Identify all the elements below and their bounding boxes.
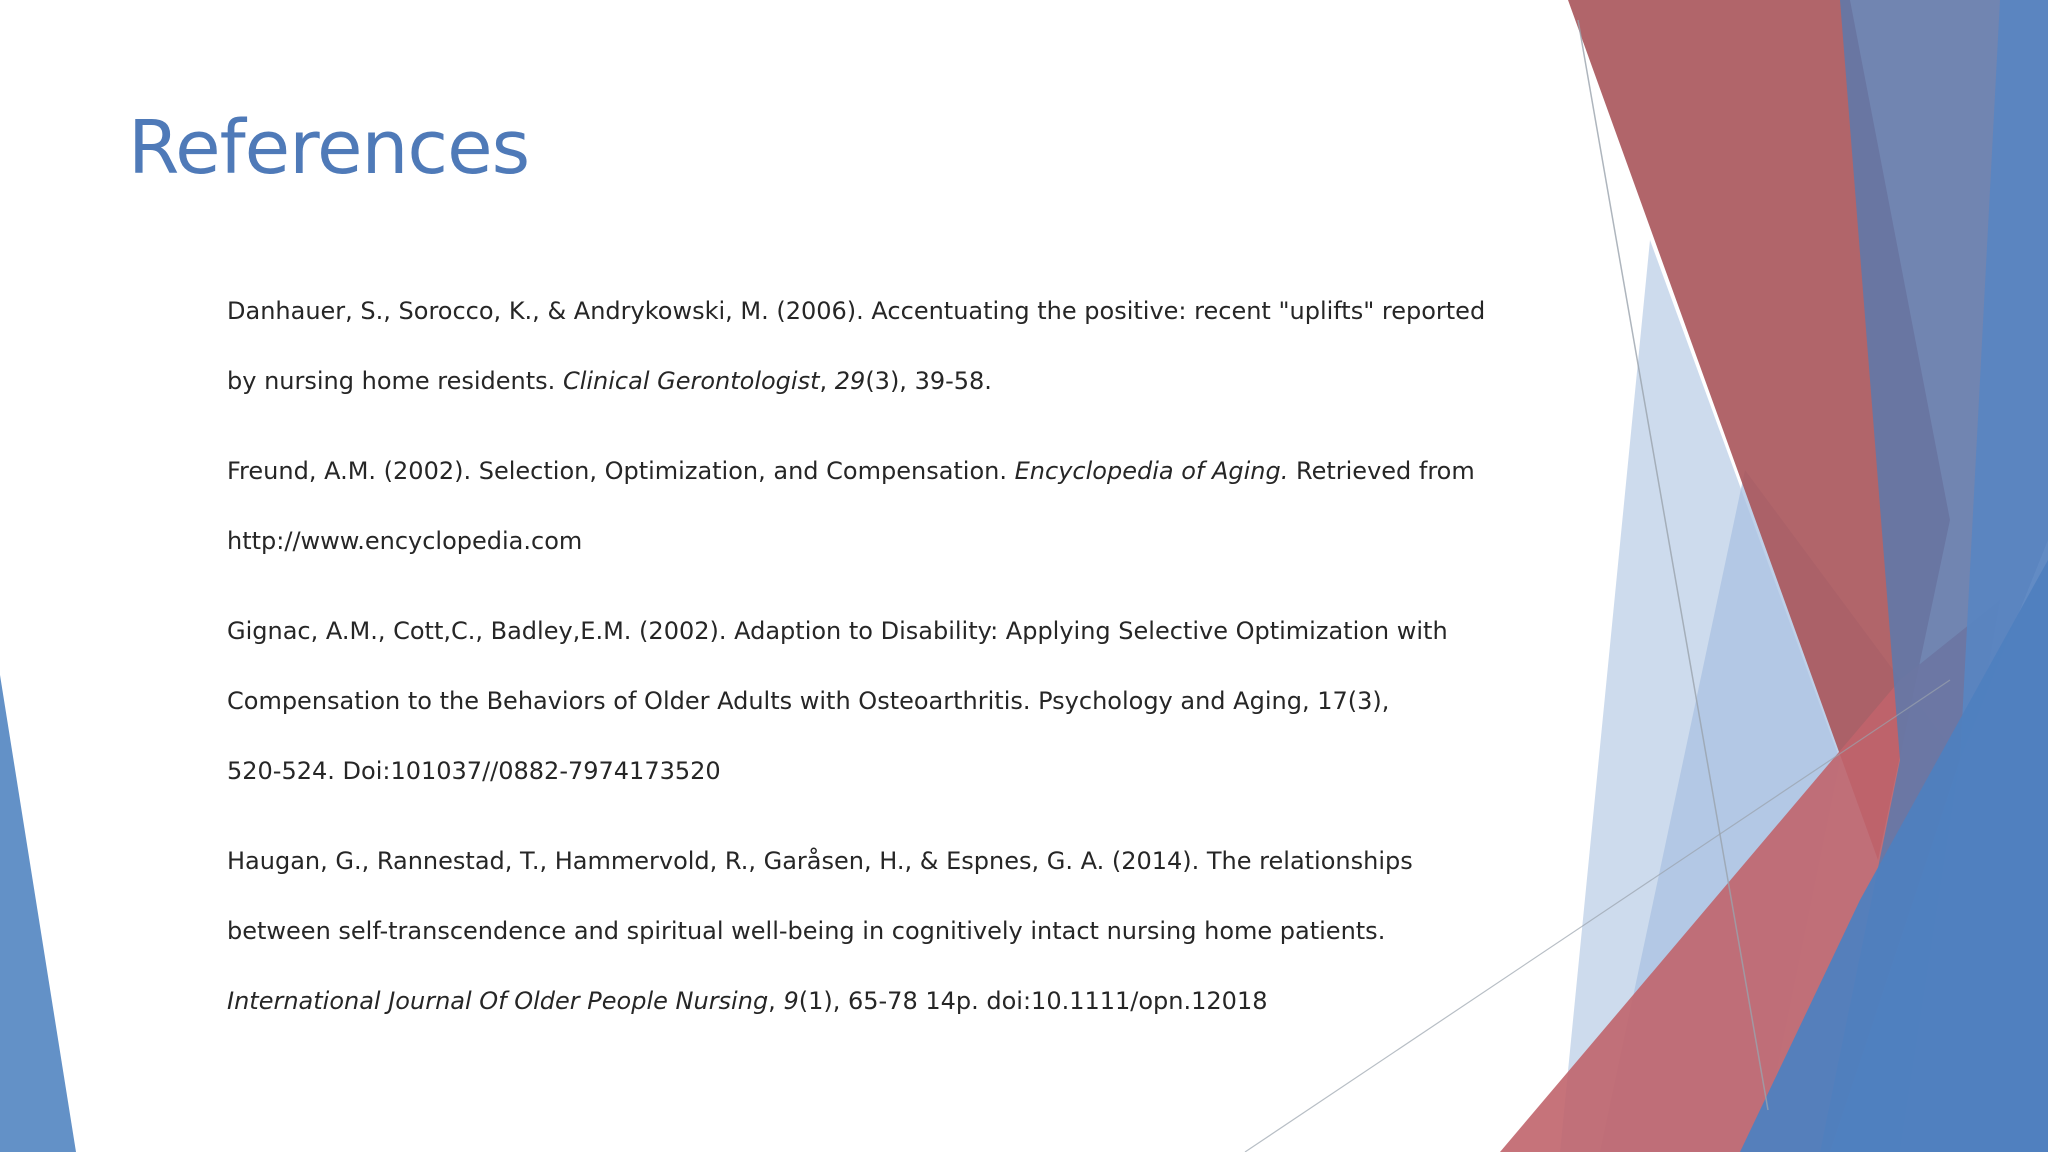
volume-number: 29 [834, 367, 866, 395]
reference-line: Compensation to the Behaviors of Older Adults with Osteoarthritis. Psychology and Aging, 17(3), [227, 687, 1390, 715]
reference-text: Retrieved from [1288, 457, 1475, 485]
reference-line [227, 346, 1477, 416]
reference-text: , [768, 987, 784, 1015]
reference-line: between self-transcendence and spiritual well-being in cognitively intact nursing home patients. [227, 917, 1386, 945]
reference-text: , [819, 367, 835, 395]
source-title: Encyclopedia of Aging. [1014, 457, 1289, 485]
reference-text: Freund, A.M. (2002). Selection, Optimization, and Compensation. [227, 457, 1015, 485]
reference-list [227, 276, 1486, 1056]
left-blue-sliver [0, 675, 76, 1152]
reference-item [227, 276, 1486, 416]
reference-line [227, 966, 1477, 1036]
reference-url: http://www.encyclopedia.com [227, 527, 583, 555]
reference-text: (1), 65-78 14p. doi:10.1111/opn.12018 [798, 987, 1268, 1015]
reference-text: (3), 39-58. [865, 367, 992, 395]
reference-line: Haugan, G., Rannestad, T., Hammervold, R., Garåsen, H., & Espnes, G. A. (2014). The relationships [227, 847, 1413, 875]
journal-title: Clinical Gerontologist [562, 367, 820, 395]
reference-item [227, 826, 1477, 1036]
reference-line: Danhauer, S., Sorocco, K., & Andrykowski, M. (2006). Accentuating the positive: recent "uplifts" reported [227, 297, 1486, 325]
reference-line: 520-524. Doi:101037//0882-7974173520 [227, 757, 721, 785]
reference-line [227, 436, 1477, 506]
journal-title: International Journal Of Older People Nursing [227, 987, 769, 1015]
reference-line: Gignac, A.M., Cott,C., Badley,E.M. (2002). Adaption to Disability: Applying Selective Optimization with [227, 617, 1448, 645]
reference-item [227, 436, 1477, 576]
volume-number: 9 [783, 987, 799, 1015]
reference-text: by nursing home residents. [227, 367, 563, 395]
page-title: References [128, 105, 530, 191]
reference-item [227, 596, 1477, 806]
